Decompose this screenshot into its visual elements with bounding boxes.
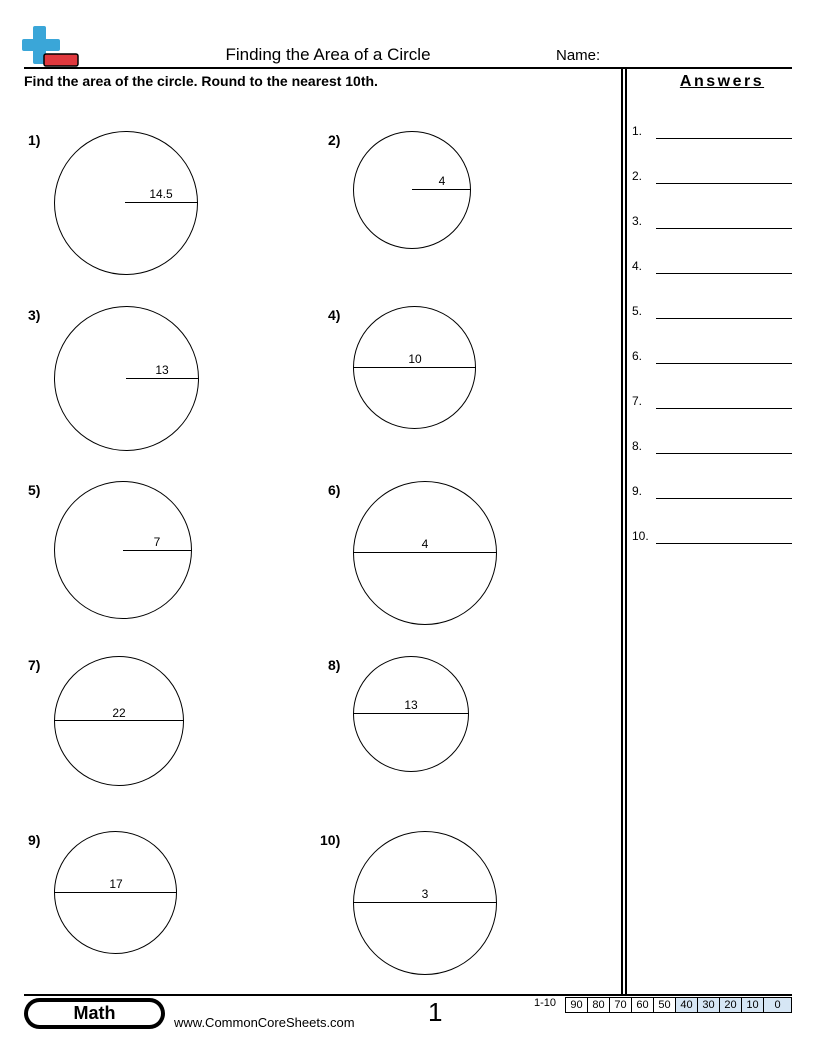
diameter-line <box>353 552 497 553</box>
score-cell: 0 <box>763 997 792 1013</box>
radius-label: 7 <box>153 535 161 549</box>
diameter-label: 3 <box>421 887 429 901</box>
subject-label: Math <box>28 1002 161 1025</box>
answer-line[interactable] <box>656 498 792 499</box>
score-cell: 30 <box>697 997 720 1013</box>
diameter-label: 4 <box>421 537 429 551</box>
diameter-line <box>54 720 184 721</box>
answer-number: 8. <box>632 439 643 453</box>
answer-line[interactable] <box>656 228 792 229</box>
column-divider <box>621 67 623 995</box>
radius-line <box>126 378 199 379</box>
radius-label: 13 <box>155 363 169 377</box>
problem-number: 6) <box>328 482 341 498</box>
problem-number: 4) <box>328 307 341 323</box>
diameter-label: 13 <box>404 698 418 712</box>
column-divider-inner <box>625 67 627 995</box>
answer-line[interactable] <box>656 363 792 364</box>
answer-number: 10. <box>632 529 649 543</box>
problem-number: 10) <box>320 832 341 848</box>
answer-number: 4. <box>632 259 643 273</box>
score-cell: 90 <box>565 997 588 1013</box>
answer-number: 6. <box>632 349 643 363</box>
problem-number: 5) <box>28 482 41 498</box>
problem-number: 8) <box>328 657 341 673</box>
answer-line[interactable] <box>656 408 792 409</box>
score-cell: 80 <box>587 997 610 1013</box>
footer-rule <box>24 994 792 996</box>
score-cell: 20 <box>719 997 742 1013</box>
answer-number: 5. <box>632 304 643 318</box>
answer-line[interactable] <box>656 543 792 544</box>
diameter-line <box>54 892 177 893</box>
score-cell: 60 <box>631 997 654 1013</box>
answer-line[interactable] <box>656 318 792 319</box>
answer-line[interactable] <box>656 138 792 139</box>
radius-label: 14.5 <box>149 187 173 201</box>
radius-line <box>412 189 471 190</box>
answer-number: 2. <box>632 169 643 183</box>
score-cell: 40 <box>675 997 698 1013</box>
diameter-label: 22 <box>112 706 126 720</box>
answer-line[interactable] <box>656 453 792 454</box>
problem-number: 2) <box>328 132 341 148</box>
subject-badge <box>24 998 165 1029</box>
answer-line[interactable] <box>656 273 792 274</box>
name-label: Name: <box>556 47 601 64</box>
problem-number: 3) <box>28 307 41 323</box>
answers-title: Answers <box>679 73 765 90</box>
website-url: www.CommonCoreSheets.com <box>174 1015 355 1030</box>
answer-number: 7. <box>632 394 643 408</box>
score-cell: 50 <box>653 997 676 1013</box>
radius-label: 4 <box>438 174 446 188</box>
problem-number: 9) <box>28 832 41 848</box>
radius-line <box>123 550 192 551</box>
diameter-line <box>353 713 469 714</box>
answer-number: 9. <box>632 484 643 498</box>
header-rule <box>24 67 792 69</box>
diameter-label: 10 <box>408 352 422 366</box>
problem-number: 1) <box>28 132 41 148</box>
diameter-label: 17 <box>109 877 123 891</box>
diameter-line <box>353 902 497 903</box>
instructions: Find the area of the circle. Round to the nearest 10th. <box>24 73 378 89</box>
diameter-line <box>353 367 476 368</box>
answer-line[interactable] <box>656 183 792 184</box>
score-cell: 70 <box>609 997 632 1013</box>
score-cell: 10 <box>741 997 764 1013</box>
answer-number: 1. <box>632 124 643 138</box>
answer-number: 3. <box>632 214 643 228</box>
problem-number: 7) <box>28 657 41 673</box>
radius-line <box>125 202 198 203</box>
score-range-label: 1-10 <box>534 997 557 1009</box>
page-number: 1 <box>428 997 443 1027</box>
page-title: Finding the Area of a Circle <box>225 45 431 64</box>
